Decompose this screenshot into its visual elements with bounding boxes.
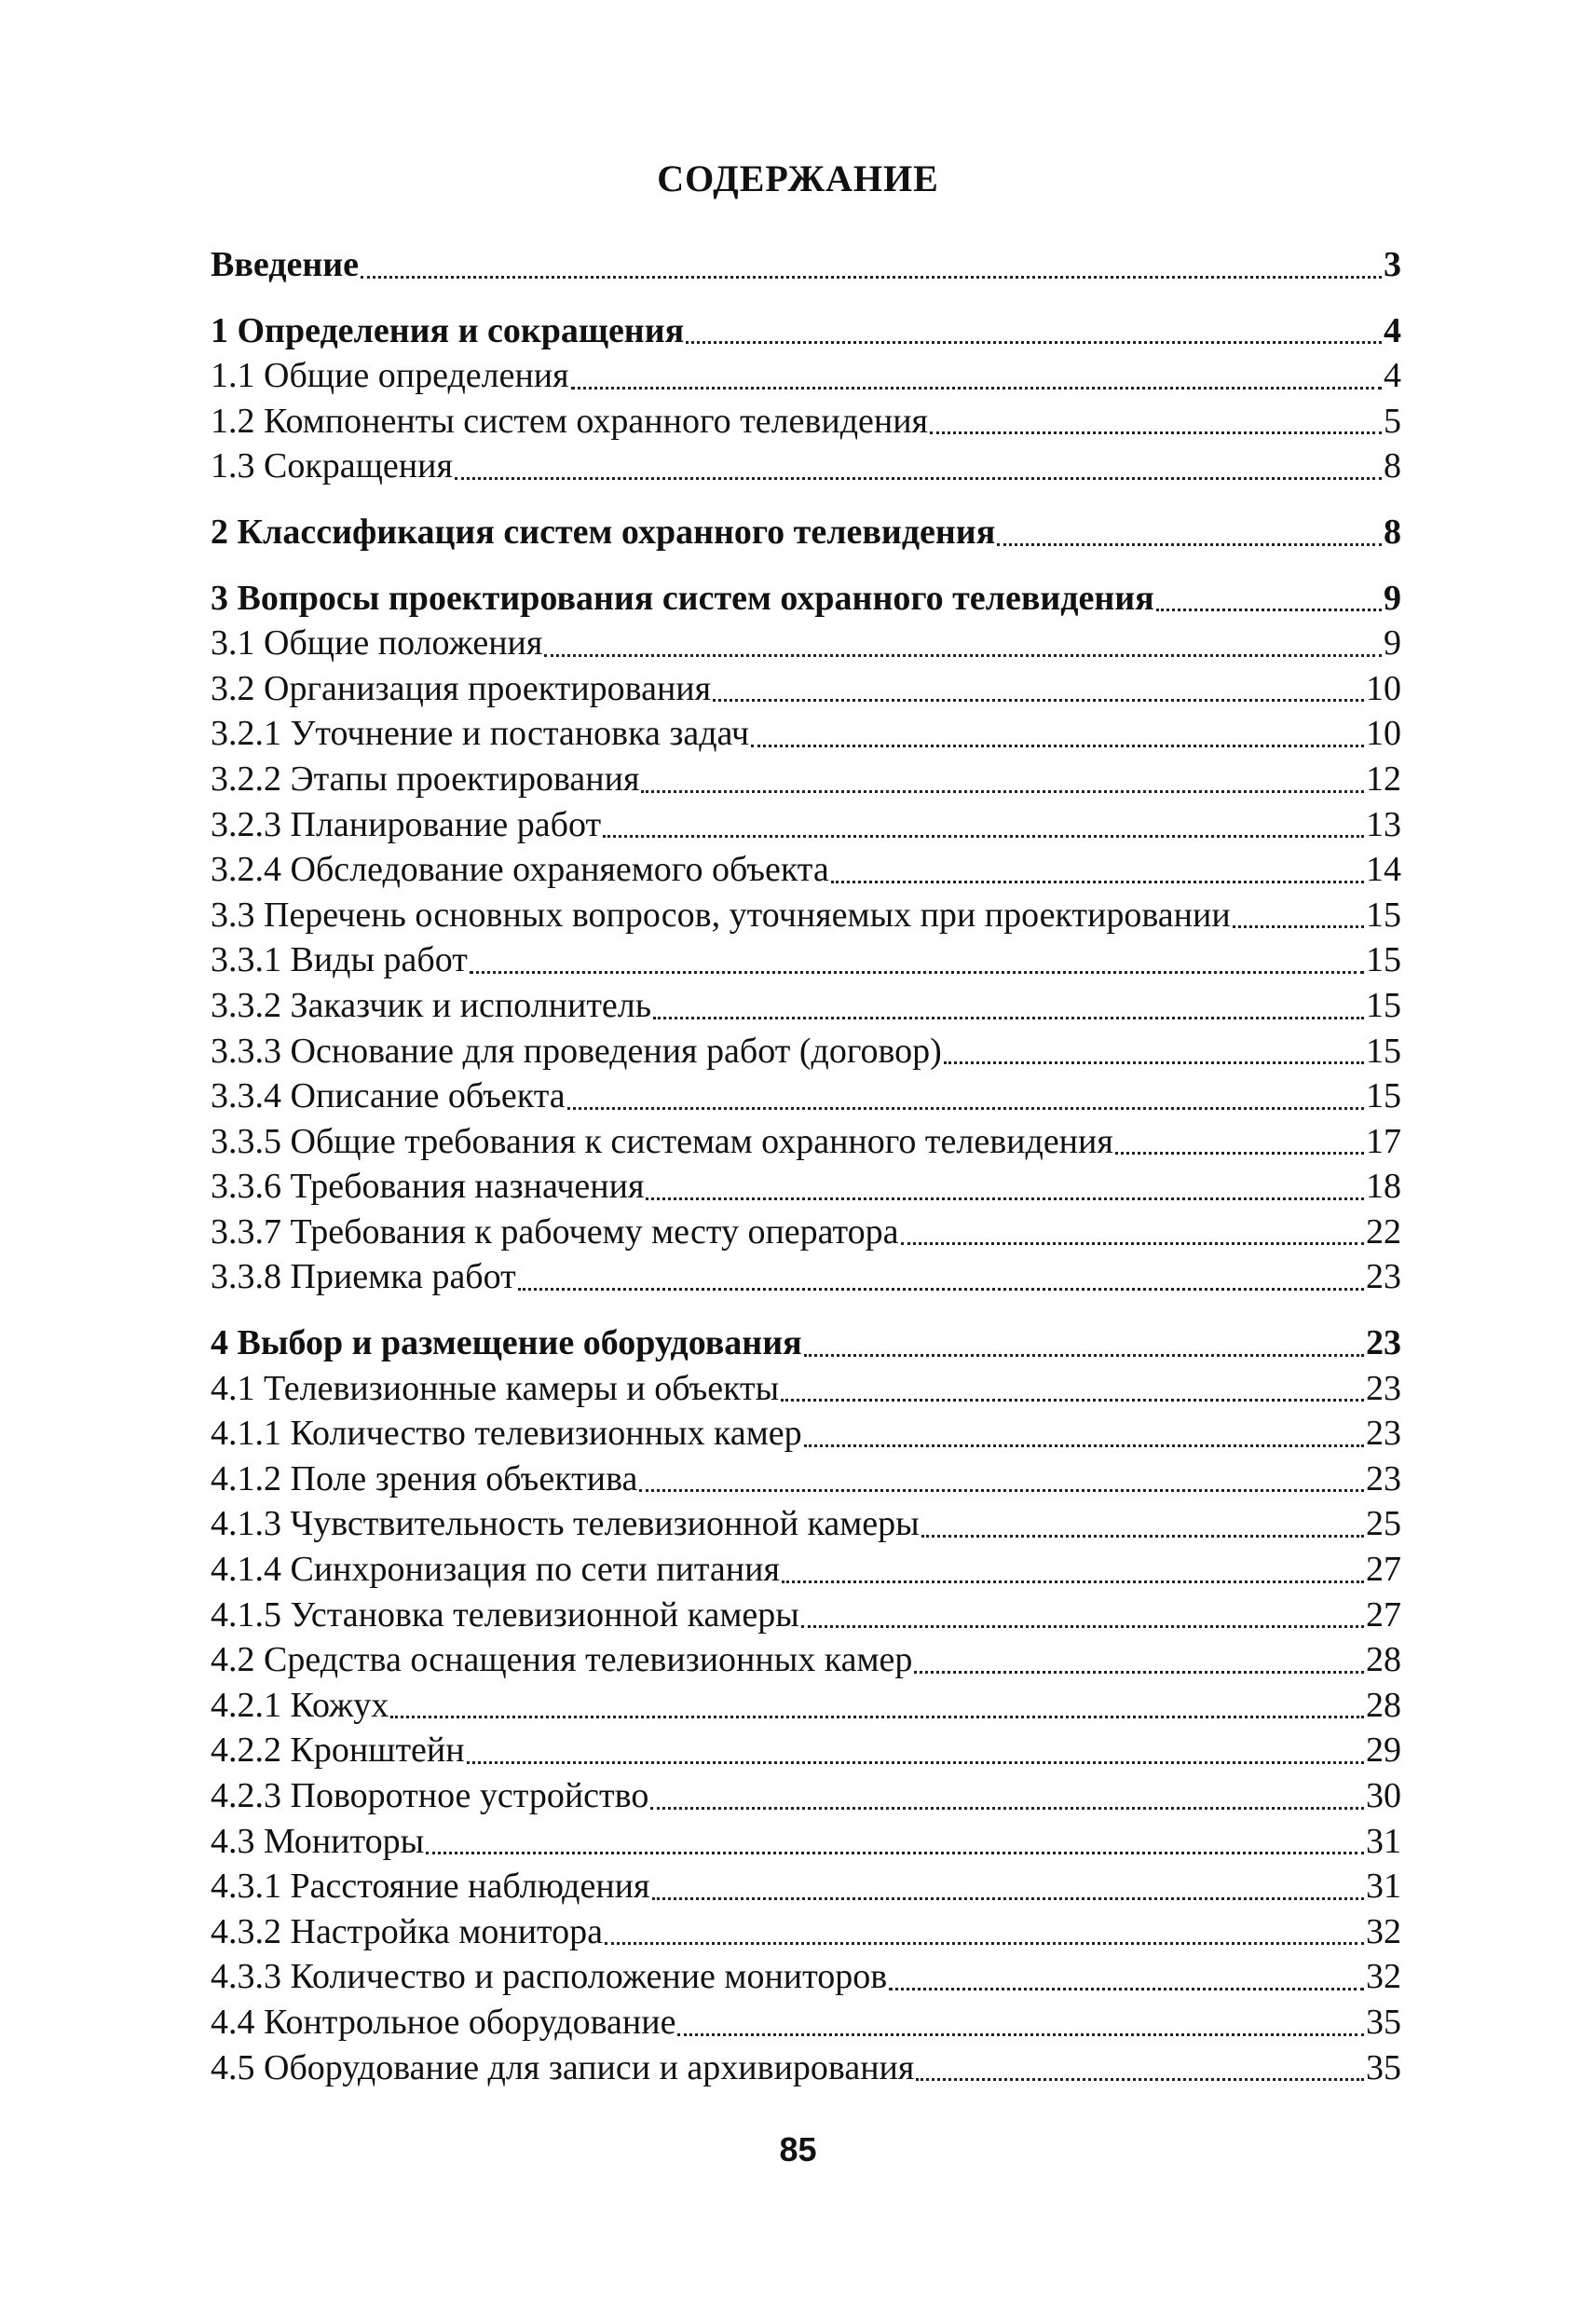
toc-entry-page: 27 bbox=[1366, 1594, 1401, 1635]
toc-entry bbox=[211, 1256, 1401, 1302]
toc-entry-label: 3.2.2 Этапы проектирования bbox=[211, 759, 640, 799]
toc-entry bbox=[211, 1031, 1401, 1076]
toc-entry-label: 4.1 Телевизионные камеры и объекты bbox=[211, 1368, 780, 1408]
toc-entry-page: 30 bbox=[1366, 1776, 1401, 1815]
toc-entry bbox=[211, 244, 1401, 290]
toc-entry-label: 4.3.2 Настройка монитора bbox=[211, 1911, 604, 1951]
toc-entry-page: 23 bbox=[1366, 1414, 1401, 1454]
toc-entry bbox=[211, 622, 1401, 668]
toc-entry bbox=[211, 445, 1401, 491]
toc-entry bbox=[211, 355, 1401, 401]
toc-entry-page: 15 bbox=[1366, 940, 1401, 980]
toc-entry-page: 35 bbox=[1366, 2002, 1401, 2042]
dot-leader bbox=[804, 1444, 1364, 1447]
toc-entry bbox=[211, 804, 1401, 850]
toc-entry bbox=[211, 1413, 1401, 1458]
toc-entry-page: 25 bbox=[1366, 1504, 1401, 1544]
toc-entry bbox=[211, 1368, 1401, 1414]
dot-leader bbox=[997, 543, 1382, 546]
toc-entry-label: 4.3.1 Расстояние наблюдения bbox=[211, 1867, 650, 1907]
toc-entry-label: 3.2.3 Планирование работ bbox=[211, 804, 602, 844]
toc-entry bbox=[211, 1549, 1401, 1594]
toc-entry-page: 18 bbox=[1366, 1167, 1401, 1207]
toc-entry-label: 3.3 Перечень основных вопросов, уточняемых при проектировании bbox=[211, 895, 1231, 935]
toc-entry-label: 1 Определения и сокращения bbox=[211, 310, 685, 350]
dot-leader bbox=[646, 1197, 1364, 1200]
toc-entry bbox=[211, 1866, 1401, 1911]
toc-entry-page: 29 bbox=[1366, 1731, 1401, 1771]
toc-entry-page: 8 bbox=[1384, 512, 1401, 552]
toc-entry-page: 35 bbox=[1366, 2047, 1401, 2087]
toc-entry bbox=[211, 1821, 1401, 1867]
toc-entry-label: 2 Классификация систем охранного телевидения bbox=[211, 512, 996, 552]
toc-entry-page: 5 bbox=[1384, 401, 1401, 441]
dot-leader bbox=[944, 1061, 1364, 1064]
dot-leader bbox=[804, 1354, 1364, 1357]
dot-leader bbox=[751, 745, 1364, 747]
toc-entry-label: 3.3.6 Требования назначения bbox=[211, 1167, 645, 1207]
toc-entry-page: 4 bbox=[1384, 310, 1401, 350]
dot-leader bbox=[1115, 1152, 1364, 1155]
dot-leader bbox=[914, 1671, 1364, 1674]
toc-entry-page: 17 bbox=[1366, 1121, 1401, 1161]
dot-leader bbox=[653, 1017, 1364, 1019]
toc-entry-page: 15 bbox=[1366, 895, 1401, 935]
toc-entry bbox=[211, 939, 1401, 985]
toc-entry-label: 4.1.2 Поле зрения объектива bbox=[211, 1458, 638, 1498]
toc-entry-page: 31 bbox=[1366, 1867, 1401, 1907]
toc-entry bbox=[211, 1458, 1401, 1504]
toc-entry-label: 4.2.2 Кронштейн bbox=[211, 1731, 465, 1771]
toc-entry-label: 4.4 Контрольное оборудование bbox=[211, 2002, 676, 2042]
dot-leader bbox=[571, 387, 1382, 390]
toc-entry bbox=[211, 1594, 1401, 1640]
toc-entry-page: 23 bbox=[1366, 1368, 1401, 1408]
toc-entry bbox=[211, 1956, 1401, 2002]
toc-entry-label: 3.3.7 Требования к рабочему месту оператора bbox=[211, 1211, 899, 1252]
toc-entry-page: 28 bbox=[1366, 1685, 1401, 1725]
toc-entry-page: 32 bbox=[1366, 1911, 1401, 1951]
toc-entry bbox=[211, 759, 1401, 804]
toc-entry bbox=[211, 985, 1401, 1031]
toc-entry-page: 15 bbox=[1366, 985, 1401, 1025]
toc-entry-page: 10 bbox=[1366, 714, 1401, 754]
toc-entry-page: 32 bbox=[1366, 1957, 1401, 1997]
toc-entry-label: 4.1.4 Синхронизация по сети питания bbox=[211, 1550, 780, 1590]
toc-entry bbox=[211, 1075, 1401, 1121]
dot-leader bbox=[518, 1288, 1364, 1291]
toc-entry bbox=[211, 1730, 1401, 1775]
dot-leader bbox=[361, 276, 1382, 279]
toc-entry-page: 15 bbox=[1366, 1076, 1401, 1116]
toc-entry-label: 3.3.4 Описание объекта bbox=[211, 1076, 566, 1116]
toc-entry bbox=[211, 512, 1401, 557]
toc-entry-label: 4.2.3 Поворотное устройство bbox=[211, 1776, 649, 1815]
toc-entry bbox=[211, 849, 1401, 895]
dot-leader bbox=[390, 1716, 1364, 1718]
dot-leader bbox=[889, 1988, 1364, 1991]
toc-entry-page: 31 bbox=[1366, 1821, 1401, 1861]
toc-entry-page: 8 bbox=[1384, 446, 1401, 486]
dot-leader bbox=[641, 790, 1364, 793]
dot-leader bbox=[901, 1242, 1364, 1245]
dot-leader bbox=[426, 1852, 1364, 1854]
dot-leader bbox=[650, 1807, 1364, 1810]
toc-entry-label: 3.3.1 Виды работ bbox=[211, 940, 468, 980]
toc-entry-label: 3.3.8 Приемка работ bbox=[211, 1257, 516, 1297]
toc-entry-label: 3.2 Организация проектирования bbox=[211, 668, 712, 708]
dot-leader bbox=[713, 699, 1364, 702]
toc-entry-page: 13 bbox=[1366, 804, 1401, 844]
toc-entry-label: 3.3.3 Основание для проведения работ (договор) bbox=[211, 1031, 942, 1071]
page-title: СОДЕРЖАНИЕ bbox=[657, 157, 939, 199]
toc-entry-label: Введение bbox=[211, 245, 359, 284]
toc-entry-page: 27 bbox=[1366, 1550, 1401, 1590]
toc-entry-page: 23 bbox=[1366, 1458, 1401, 1498]
toc-entry-page: 4 bbox=[1384, 356, 1401, 396]
page-number: 85 bbox=[779, 2130, 817, 2168]
toc-entry-label: 3.2.1 Уточнение и постановка задач bbox=[211, 714, 749, 754]
toc-entry-label: 4.2.1 Кожух bbox=[211, 1685, 389, 1725]
toc-entry bbox=[211, 310, 1401, 356]
toc-entry bbox=[211, 401, 1401, 446]
toc-entry-label: 4.1.1 Количество телевизионных камер bbox=[211, 1414, 802, 1454]
dot-leader bbox=[455, 477, 1382, 480]
toc-entry bbox=[211, 1322, 1401, 1368]
toc-entry-label: 4.3 Мониторы bbox=[211, 1821, 425, 1861]
toc-entry-page: 10 bbox=[1366, 668, 1401, 708]
toc-entry-label: 1.1 Общие определения bbox=[211, 356, 569, 396]
table-of-contents bbox=[211, 244, 1401, 2092]
toc-entry-label: 3.3.2 Заказчик и исполнитель bbox=[211, 985, 652, 1025]
toc-entry bbox=[211, 578, 1401, 623]
toc-entry-page: 14 bbox=[1366, 850, 1401, 890]
toc-entry-label: 4.1.5 Установка телевизионной камеры bbox=[211, 1594, 799, 1635]
dot-leader bbox=[467, 1761, 1364, 1764]
dot-leader bbox=[677, 2033, 1364, 2036]
toc-entry bbox=[211, 2002, 1401, 2047]
toc-entry-page: 3 bbox=[1384, 245, 1401, 284]
dot-leader bbox=[1156, 609, 1382, 611]
toc-entry bbox=[211, 1166, 1401, 1211]
toc-entry-label: 3.3.5 Общие требования к системам охранного телевидения bbox=[211, 1121, 1113, 1161]
toc-entry bbox=[211, 1211, 1401, 1257]
toc-entry-page: 23 bbox=[1366, 1257, 1401, 1297]
toc-entry-label: 4 Выбор и размещение оборудования bbox=[211, 1323, 802, 1363]
toc-entry bbox=[211, 668, 1401, 714]
dot-leader bbox=[603, 835, 1364, 838]
toc-entry bbox=[211, 1121, 1401, 1167]
toc-entry-label: 1.3 Сокращения bbox=[211, 446, 453, 486]
dot-leader bbox=[544, 654, 1382, 657]
dot-leader bbox=[470, 971, 1364, 974]
toc-entry-page: 28 bbox=[1366, 1640, 1401, 1680]
toc-entry-page: 12 bbox=[1366, 759, 1401, 799]
toc-entry bbox=[211, 713, 1401, 759]
toc-entry bbox=[211, 1911, 1401, 1957]
dot-leader bbox=[781, 1399, 1364, 1402]
dot-leader bbox=[567, 1107, 1364, 1110]
toc-entry-label: 3 Вопросы проектирования систем охранного телевидения bbox=[211, 578, 1154, 618]
toc-entry-page: 9 bbox=[1384, 578, 1401, 618]
toc-entry bbox=[211, 895, 1401, 940]
dot-leader bbox=[686, 341, 1382, 344]
toc-entry-label: 1.2 Компоненты систем охранного телевидения bbox=[211, 401, 929, 441]
toc-entry bbox=[211, 1503, 1401, 1549]
dot-leader bbox=[639, 1489, 1364, 1492]
toc-entry bbox=[211, 1775, 1401, 1821]
toc-entry-page: 22 bbox=[1366, 1211, 1401, 1252]
toc-entry bbox=[211, 2047, 1401, 2093]
toc-entry-label: 4.3.3 Количество и расположение мониторов bbox=[211, 1957, 888, 1997]
dot-leader bbox=[930, 431, 1382, 434]
dot-leader bbox=[782, 1580, 1364, 1583]
dot-leader bbox=[1233, 925, 1364, 928]
toc-entry-page: 15 bbox=[1366, 1031, 1401, 1071]
toc-entry bbox=[211, 1639, 1401, 1685]
toc-entry-label: 3.2.4 Обследование охраняемого объекта bbox=[211, 850, 829, 890]
dot-leader bbox=[605, 1942, 1364, 1945]
toc-entry-label: 4.5 Оборудование для записи и архивирования bbox=[211, 2047, 915, 2087]
toc-entry bbox=[211, 1685, 1401, 1731]
dot-leader bbox=[921, 1535, 1364, 1538]
toc-entry-page: 23 bbox=[1366, 1323, 1401, 1363]
toc-entry-page: 9 bbox=[1384, 623, 1401, 664]
dot-leader bbox=[831, 881, 1364, 883]
dot-leader bbox=[652, 1897, 1365, 1900]
toc-entry-label: 4.1.3 Чувствительность телевизионной камеры bbox=[211, 1504, 920, 1544]
toc-entry-label: 3.1 Общие положения bbox=[211, 623, 543, 664]
dot-leader bbox=[801, 1625, 1364, 1628]
dot-leader bbox=[916, 2078, 1364, 2081]
toc-entry-label: 4.2 Средства оснащения телевизионных камер bbox=[211, 1640, 913, 1680]
